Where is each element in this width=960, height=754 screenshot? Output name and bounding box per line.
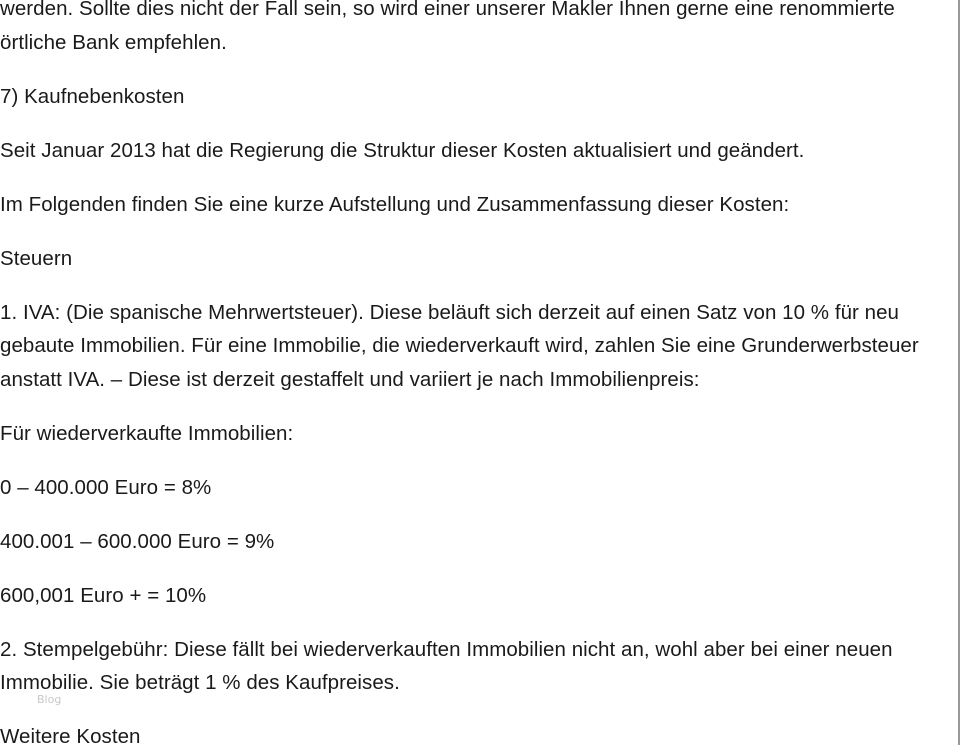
section-heading-kaufnebenkosten: 7) Kaufnebenkosten <box>0 84 185 108</box>
text-line-intro: Seit Januar 2013 hat die Regierung die Struktur dieser Kosten aktualisiert und geändert. <box>0 138 805 162</box>
text-line-summary: Im Folgenden finden Sie eine kurze Aufstellung und Zusammenfassung dieser Kosten: <box>0 192 790 216</box>
iva-paragraph-line-1: 1. IVA: (Die spanische Mehrwertsteuer). Diese beläuft sich derzeit auf einen Satz von 10 % für neu <box>0 300 900 324</box>
iva-paragraph-line-3: anstatt IVA. – Diese ist derzeit gestaffelt und variiert je nach Immobilienpreis: <box>0 367 700 391</box>
subheading-weitere-kosten: Weitere Kosten <box>0 725 141 748</box>
watermark: Blog <box>37 693 62 706</box>
text-line-1: werden. Sollte dies nicht der Fall sein, so wird einer unserer Makler Ihnen gerne eine renommierte <box>0 0 895 20</box>
iva-paragraph-line-2: gebaute Immobilien. Für eine Immobilie, die wiederverkauft wird, zahlen Sie eine Grunderwerbsteuer <box>0 334 919 357</box>
stamp-duty-line-1: 2. Stempelgebühr: Diese fällt bei wiederverkauften Immobilien nicht an, wohl aber bei einer neuen <box>0 637 893 661</box>
subheading-steuern: Steuern <box>0 246 73 270</box>
tax-bracket-2: 400.001 – 600.000 Euro = 9% <box>0 529 275 553</box>
tax-bracket-3: 600,001 Euro + = 10% <box>0 583 207 607</box>
stamp-duty-line-2: Immobilie. Sie beträgt 1 % des Kaufpreises. <box>0 671 400 694</box>
text-line-2: örtliche Bank empfehlen. <box>0 30 227 54</box>
resale-heading: Für wiederverkaufte Immobilien: <box>0 421 294 445</box>
tax-bracket-1: 0 – 400.000 Euro = 8% <box>0 475 212 499</box>
